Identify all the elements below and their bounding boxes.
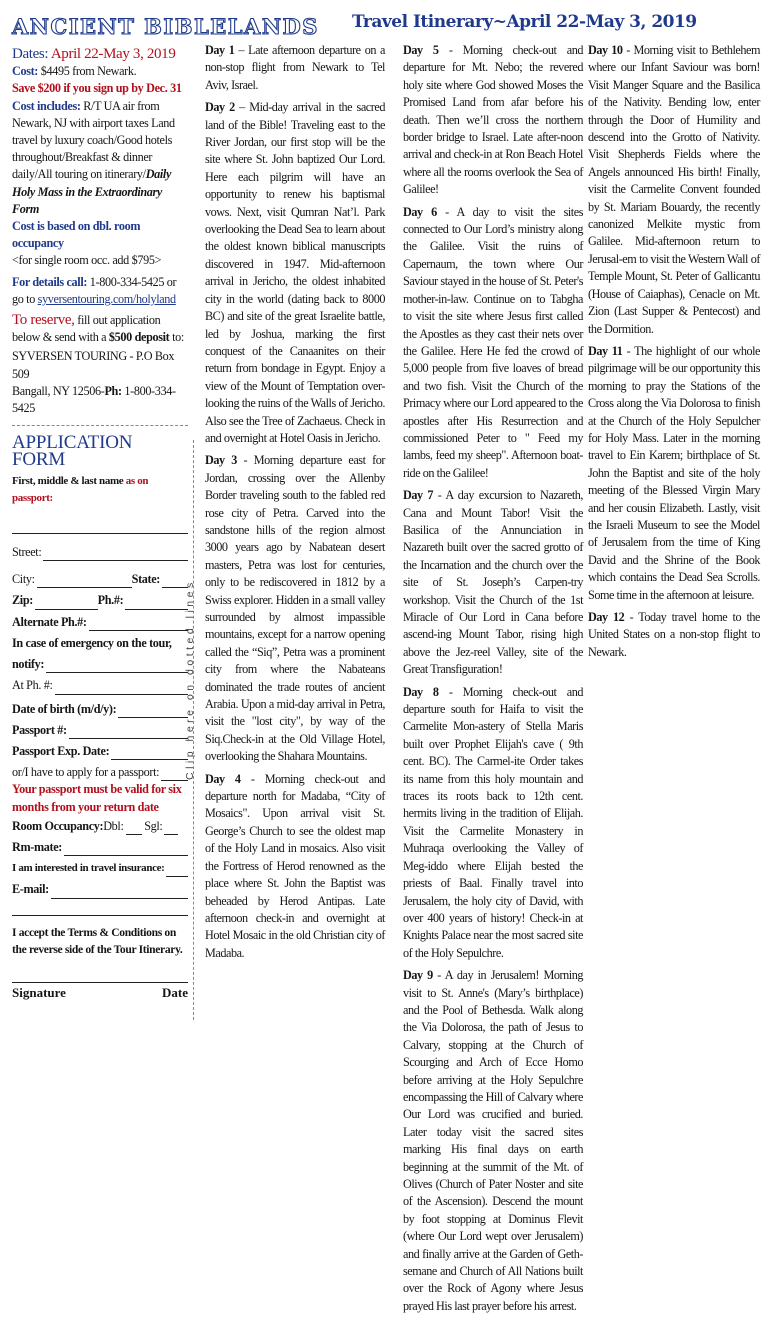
date-label: Date [162, 985, 188, 1000]
email-extra-line[interactable] [12, 903, 188, 916]
street-field[interactable]: Street: [12, 544, 188, 561]
emergency-phone-field[interactable]: At Ph. #: [12, 677, 188, 694]
day-6: Day 6 - A day to visit the sites connected to Our Lord’s ministry along the Galilee. Visit the ruins of Capernaum, the town where Our Saviour stayed in the house of St. Peter's mother-in-law. Continue on to Tabgha to visit the site where Jesus first called the Apostles as they cast their nets over the Galilee. Here He fed the crowd of 5,000 people from five loaves of bread and two fish. Visit the Church of the Primacy where our Lord appeared to the apostles after His Resurrection and commissioned Peter to " Feed my lambs, feed my sheep". Afternoon boat-ride on the Galilee! [403, 204, 583, 480]
dates-line: Dates: April 22-May 3, 2019 [12, 46, 176, 62]
day-2: Day 2 – Mid-day arrival in the sacred land of the Bible! Traveling east to the River Jordan, our first stop will be the site where St. John baptized Our Lord. Here each pilgrim will have an opportunity to renew his baptismal vows. Next, visit Qumran Nat’l. Park overlooking the Dead Sea to learn about the oldest known biblical manuscripts discovered in 1947. Mid-afternoon arrival in Jericho, the oldest inhabited city in the world (dating back to 8000 BC) and site of the great Israelite battle, led by Joshua, marking the first conquest of the Canaanites on their return from bondage in Egypt. Enjoy a view of the Mount of Temptation over-looking the ruins of the Walls of Jericho. Also see the Tree of Zachaeus. Check in and overnight at Hotel Oasis in Jericho. [205, 100, 385, 445]
name-field[interactable] [12, 521, 188, 534]
insurance-field[interactable]: I am interested in travel insurance: [12, 860, 188, 877]
signature-labels [12, 985, 188, 1001]
apply-passport-field[interactable]: or/I have to apply for a passport: [12, 764, 188, 781]
room-occupancy-field[interactable]: Room Occupancy: Dbl: Sgl: [12, 818, 188, 835]
cost-includes: Cost includes: R/T UA air from Newark, NJ with airport taxes Land travel by luxury coach/Good hotels throughout/Breakfast & dinner daily/All touring on itinerary/Daily Holy Mass in the Extraordinary Form [12, 98, 175, 216]
occupancy-note: Cost is based on dbl. room occupancy [12, 219, 141, 251]
day-8: Day 8 - Morning check-out and departure south for Haifa to visit the Carmelite Mon-astery of Stella Maris built over Prophet Elijah's cave ( 9th cent. BC). The Carmel-ite Order takes its name from this holy mountain and traces its roots back to 12th cent. hermits living in the tradition of Elijah. Visit the Carmelite Monastery in Muhraqa overlooking the Valley of Meg-iddo where Elijah bested the priests of Baal. Finally travel into Jerusalem, the holy city of David, with over 400 years of history! Check-in at Knights Palace near the most sacred site of the Holy Sepulchre. [403, 684, 583, 960]
passport-field[interactable]: Passport #: [12, 722, 188, 739]
day-3: Day 3 - Morning departure east for Jordan, crossing over the Allenby Border traveling south to the fabled red rose city of Petra. Carved into the sandstone hills of the region almost 3000 years ago by Nabatean desert masters, Petra was lost for centuries, only to be rediscovered in 1812 by a Swiss explorer. Hidden in a small valley surrounded by almost impassible mountains, except for a narrow opening called the “Siq”, Petra was a prominent city from where the Nabateans dominated the trade routes of ancient Arabia. Upon a mid-day arrival in Petra, visit the "lost city", by way of the Siq.Check-in at the Old Village Hotel, overlooking the Shahara Mountains. [205, 453, 385, 764]
reserve-line: To reserve, fill out application below & send with a $500 deposit to: [12, 312, 184, 345]
clip-instruction: Clip here on dotted lines [184, 579, 196, 780]
day-1: Day 1 – Late afternoon departure on a non-stop flight from Newark to Tel Aviv, Israel. [205, 43, 385, 92]
single-room-note: <for single room occ. add $795> [12, 253, 162, 268]
cost-line: Cost: $4495 from Newark. [12, 64, 137, 79]
day-9: Day 9 - A day in Jerusalem! Morning visit to St. Anne's (Mary’s birthplace) and the Pool of Bethesda. Walk along the Via Dolorosa, the path of Jesus to Calvary, stopping at the Church of Scourging and Arch of Ecce Homo before arriving at the Holy Sepulchre encompassing the Hill of Calvary where Our Lord was crucified and buried. Later today visit the sacred sites marking His final days on earth beginning at the summit of the Mt. of Olives (Church of Pater Noster and site of the Ascension). Descend the mount by foot stopping at Dominus Flevit (where Our Lord wept over Jerusalem) and finally arrive at the Garden of Geth-semane and Church of All Nations built over the Rock of Agony where Jesus prayed His last prayer before his arrest. [403, 968, 583, 1313]
address-line-2: Bangall, NY 12506-Ph: 1-800-334-5425 [12, 383, 176, 416]
application-form-title: APPLICATION FORM [12, 432, 133, 471]
notify-field[interactable]: notify: [12, 656, 188, 673]
dob-field[interactable]: Date of birth (m/d/y): [12, 701, 188, 718]
signature-line[interactable] [12, 970, 188, 983]
itinerary-column-3 [588, 42, 760, 666]
alternate-phone-field[interactable]: Alternate Ph.#: [12, 614, 188, 631]
brand-title: ANCIENT BIBLELANDS [12, 14, 319, 39]
email-field[interactable]: E-mail: [12, 881, 188, 898]
day-7: Day 7 - A day excursion to Nazareth, Cana and Mount Tabor! Visit the Basilica of the Annunciation in Nazareth built over the sacred grotto of the Incarnation and the church over the site of St. Joseph’s Carpen-try workshop. Visit the Church of the 1st Miracle of Our Lord in Cana before ascend-ing Mount Tabor, rising high above the Jez-reel Valley, site of the Great Transfiguration! [403, 488, 583, 677]
website-link[interactable]: syversentouring.com/holyland [37, 291, 176, 306]
roommate-field[interactable]: Rm-mate: [12, 839, 188, 856]
day-11: Day 11 - The highlight of our whole pilgrimage will be our opportunity this morning to pray the Stations of the Cross along the Via Dolorosa to finish at the Church of the Holy Sepulcher for Holy Mass. Later in the morning travel to Ein Karem; birthplace of St. John the Baptist and site of the holy meeting of the Blessed Virgin Mary and her cousin Elizabeth. Lastly, visit the Israeli Museum to see the Model of Jerusalem from the time of King David and the Shrine of the Book which contains the Dead Sea Scrolls. Some time in the afternoon at leisure. [588, 343, 760, 602]
terms-acceptance: I accept the Terms & Conditions on the reverse side of the Tour Itinerary. [12, 925, 183, 956]
zip-phone-field[interactable]: Zip: Ph.#: [12, 592, 188, 609]
tour-info [12, 46, 188, 958]
city-state-field[interactable]: City: State: [12, 571, 188, 588]
itinerary-column-1 [205, 42, 385, 967]
day-10: Day 10 - Morning visit to Bethlehem where our Infant Saviour was born! Visit Manger Square and the Basilica of the Nativity. Bending low, enter through the Door of Humility and descend into the Grotto of Nativity. Visit Shepherds Fields where the Angels announced His birth! Finally, visit the Carmelite Convent founded by St. Mariam Bouardy, the recently canonized Melkite mystic from Galilee. Mid-afternoon return to Jerusal-em to visit the Western Wall of Temple Mount, St. Peter of Gallicantu (House of Caiaphas), Cenacle on Mt. Zion (Last Supper & Pentecost) and the Dormition. [588, 43, 760, 336]
vertical-cut-line [193, 440, 194, 1020]
emergency-label: In case of emergency on the tour, [12, 635, 172, 650]
details-line: For details call: 1-800-334-5425 or go to syversentouring.com/holyland [12, 274, 177, 306]
day-4: Day 4 - Morning check-out and departure north for Madaba, “City of Mosaics". Upon arrival visit St. George’s Church to see the oldest map of the Holy Land in mosaics. Also visit the Fortress of Herod renowned as the place where St. John the Baptist was beheaded by Herod Antipas. Late afternoon check-in and overnight at Hotel Mosaic in the old Christian city of Madaba. [205, 771, 385, 960]
address-line-1: SYVERSEN TOURING - P.O Box 509 [12, 349, 175, 381]
day-5: Day 5 - Morning check-out and departure for Mt. Nebo; the revered holy site where God showed Moses the Promised Land from afar before his death. Then we’ll cross the northern border bridge to Israel. Late after-noon arrival and check-in at Ron Beach Hotel where all the rooms overlook the Sea of Galilee! [403, 43, 583, 197]
early-discount: Save $200 if you sign up by Dec. 31 [12, 81, 182, 96]
itinerary-title: Travel Itinerary~April 22-May 3, 2019 [352, 12, 697, 32]
passport-exp-field[interactable]: Passport Exp. Date: [12, 743, 188, 760]
itinerary-column-2 [403, 42, 583, 1320]
day-12: Day 12 - Today travel home to the United States on a non-stop flight to Newark. [588, 610, 760, 659]
cut-line [12, 425, 188, 426]
passport-validity-note: Your passport must be valid for six months from your return date [12, 782, 182, 814]
signature-label: Signature [12, 985, 66, 1000]
name-label: First, middle & last name as on passport: [12, 474, 149, 504]
